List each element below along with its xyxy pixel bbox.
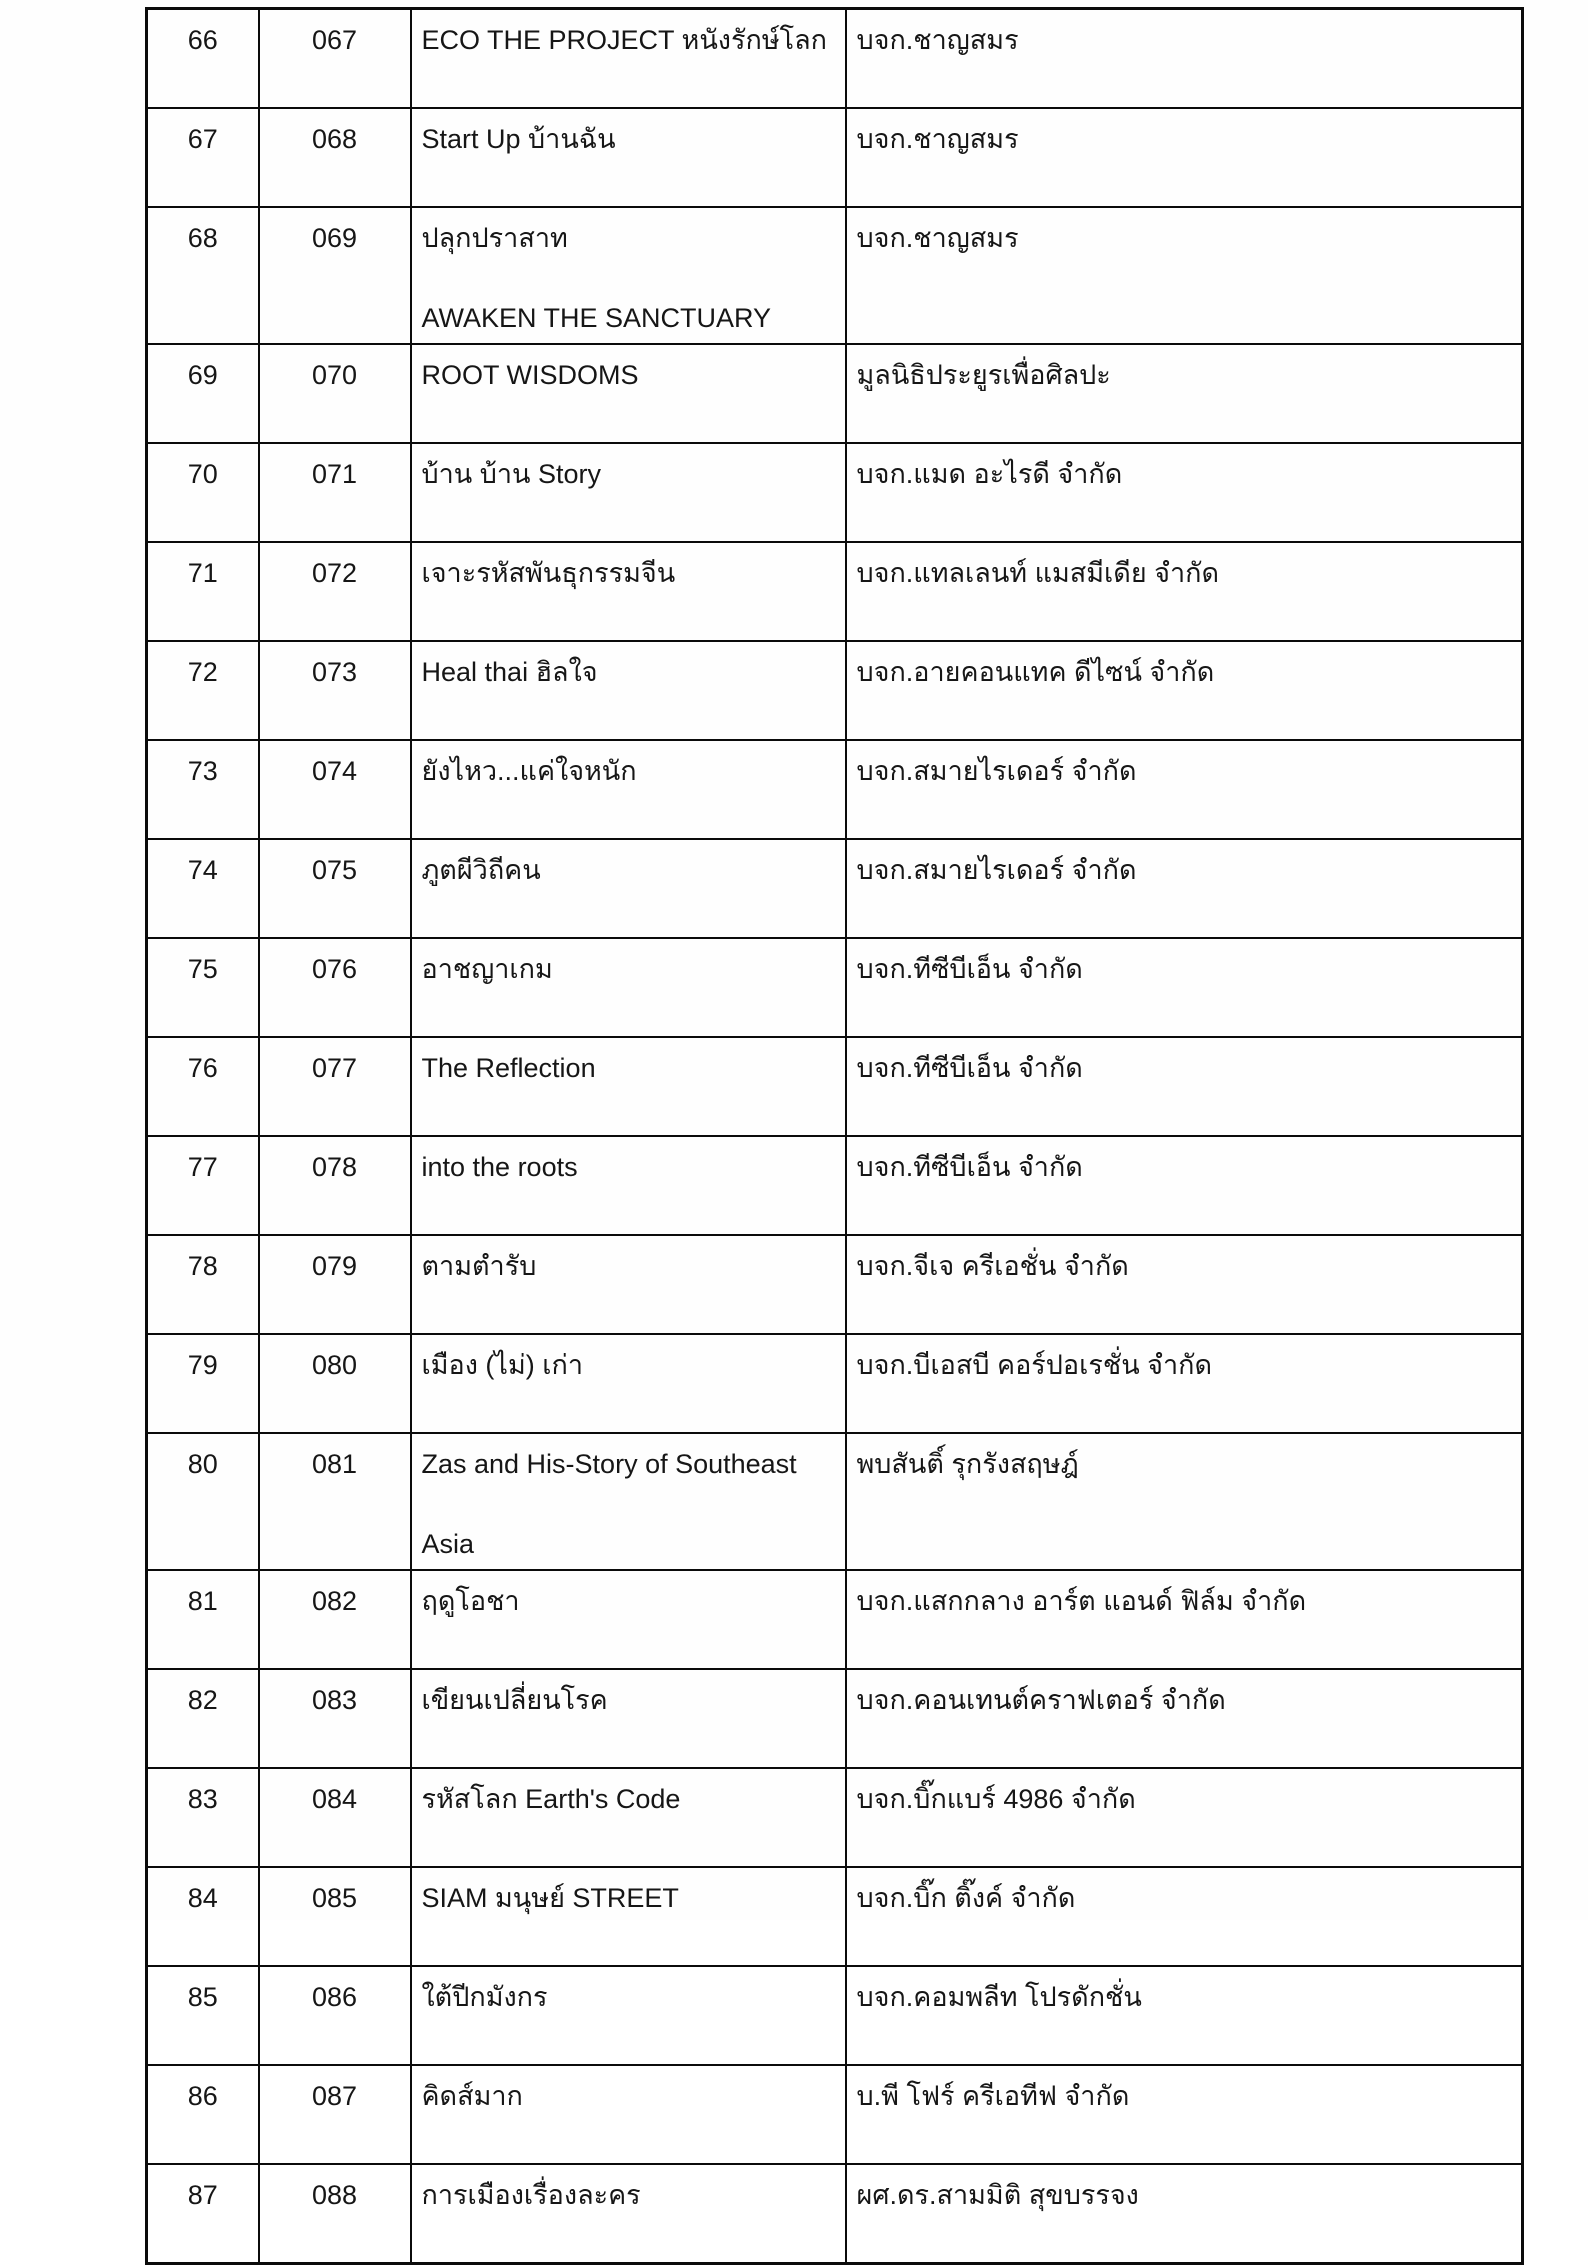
title-cell <box>411 108 846 207</box>
code-cell: 081 <box>259 1433 411 1570</box>
code-cell: 083 <box>259 1669 411 1768</box>
organization-cell: บจก.คอนเทนต์คราฟเตอร์ จำกัด <box>846 1669 1523 1768</box>
table-row <box>147 1966 1523 2065</box>
code-cell: 087 <box>259 2065 411 2164</box>
row-number-cell: 76 <box>147 1037 259 1136</box>
title-line: The Reflection <box>421 1053 596 1083</box>
title-line: Heal thai ฮิลใจ <box>421 657 598 687</box>
table-body <box>147 9 1523 2264</box>
title-line: คิดส์มาก <box>421 2081 523 2111</box>
code-cell: 067 <box>259 9 411 109</box>
table-row <box>147 938 1523 1037</box>
organization-cell: บจก.แสกกลาง อาร์ต แอนด์ ฟิล์ม จำกัด <box>846 1570 1523 1669</box>
table-row <box>147 108 1523 207</box>
table-row <box>147 1570 1523 1669</box>
title-cell <box>411 1768 846 1867</box>
title-line: เจาะรหัสพันธุกรรมจีน <box>421 558 676 588</box>
title-cell <box>411 1570 846 1669</box>
title-line: ใต้ปีกมังกร <box>421 1982 548 2012</box>
row-number-cell: 70 <box>147 443 259 542</box>
table-row <box>147 9 1523 109</box>
code-cell: 088 <box>259 2164 411 2264</box>
code-cell: 079 <box>259 1235 411 1334</box>
title-cell <box>411 1669 846 1768</box>
code-cell: 080 <box>259 1334 411 1433</box>
row-number-cell: 71 <box>147 542 259 641</box>
organization-cell: บจก.สมายไรเดอร์ จำกัด <box>846 839 1523 938</box>
table-row <box>147 839 1523 938</box>
table-row <box>147 207 1523 344</box>
table-row <box>147 1334 1523 1433</box>
table-row <box>147 641 1523 740</box>
code-cell: 074 <box>259 740 411 839</box>
project-list-table <box>145 7 1524 2265</box>
title-line: Start Up บ้านฉัน <box>421 124 616 154</box>
title-line: เมือง (ไม่) เก่า <box>421 1350 584 1380</box>
title-line: ยังไหว...แค่ใจหนัก <box>421 756 637 786</box>
row-number-cell: 66 <box>147 9 259 109</box>
title-cell <box>411 938 846 1037</box>
organization-cell: บจก.คอมพลีท โปรดักชั่น <box>846 1966 1523 2065</box>
table-row <box>147 443 1523 542</box>
title-cell <box>411 2065 846 2164</box>
code-cell: 069 <box>259 207 411 344</box>
row-number-cell: 85 <box>147 1966 259 2065</box>
title-cell <box>411 443 846 542</box>
table-row <box>147 1037 1523 1136</box>
row-number-cell: 82 <box>147 1669 259 1768</box>
organization-cell: บจก.แทลเลนท์ แมสมีเดีย จำกัด <box>846 542 1523 641</box>
code-cell: 068 <box>259 108 411 207</box>
organization-cell: บจก.สมายไรเดอร์ จำกัด <box>846 740 1523 839</box>
table-row <box>147 2164 1523 2264</box>
title-cell <box>411 1966 846 2065</box>
row-number-cell: 67 <box>147 108 259 207</box>
title-line: บ้าน บ้าน Story <box>421 459 602 489</box>
organization-cell: ผศ.ดร.สามมิติ สุขบรรจง <box>846 2164 1523 2264</box>
title-line: อาชญาเกม <box>421 954 553 984</box>
organization-cell: บจก.บิ๊ก ติ๊งค์ จำกัด <box>846 1867 1523 1966</box>
title-cell <box>411 839 846 938</box>
title-cell <box>411 1136 846 1235</box>
table-row <box>147 1235 1523 1334</box>
row-number-cell: 86 <box>147 2065 259 2164</box>
title-cell <box>411 344 846 443</box>
organization-cell: บจก.ชาญสมร <box>846 108 1523 207</box>
code-cell: 077 <box>259 1037 411 1136</box>
code-cell: 072 <box>259 542 411 641</box>
title-cell <box>411 9 846 109</box>
row-number-cell: 69 <box>147 344 259 443</box>
title-line: ฤดูโอชา <box>421 1586 520 1616</box>
code-cell: 071 <box>259 443 411 542</box>
organization-cell: บจก.บิ๊กแบร์ 4986 จำกัด <box>846 1768 1523 1867</box>
title-line: SIAM มนุษย์ STREET <box>421 1883 679 1913</box>
title-line: ปลุกปราสาท <box>421 223 568 253</box>
row-number-cell: 80 <box>147 1433 259 1570</box>
title-cell <box>411 1235 846 1334</box>
organization-cell: บจก.ชาญสมร <box>846 9 1523 109</box>
row-number-cell: 73 <box>147 740 259 839</box>
row-number-cell: 77 <box>147 1136 259 1235</box>
title-line: เขียนเปลี่ยนโรค <box>421 1685 608 1715</box>
title-cell <box>411 1037 846 1136</box>
organization-cell: บจก.จีเจ ครีเอชั่น จำกัด <box>846 1235 1523 1334</box>
code-cell: 078 <box>259 1136 411 1235</box>
title-line: ROOT WISDOMS <box>421 360 639 390</box>
row-number-cell: 68 <box>147 207 259 344</box>
table-row <box>147 1433 1523 1570</box>
row-number-cell: 78 <box>147 1235 259 1334</box>
title-line: การเมืองเรื่องละคร <box>421 2180 641 2210</box>
title-line: ตามตำรับ <box>421 1251 537 1281</box>
code-cell: 070 <box>259 344 411 443</box>
title-cell <box>411 1433 846 1570</box>
organization-cell: บจก.ทีซีบีเอ็น จำกัด <box>846 1037 1523 1136</box>
organization-cell: บจก.อายคอนแทค ดีไซน์ จำกัด <box>846 641 1523 740</box>
title-line: ECO THE PROJECT หนังรักษ์โลก <box>421 25 828 55</box>
code-cell: 084 <box>259 1768 411 1867</box>
title-cell <box>411 1867 846 1966</box>
table-row <box>147 542 1523 641</box>
row-number-cell: 81 <box>147 1570 259 1669</box>
code-cell: 076 <box>259 938 411 1037</box>
table-row <box>147 1768 1523 1867</box>
row-number-cell: 87 <box>147 2164 259 2264</box>
organization-cell: บจก.แมด อะไรดี จำกัด <box>846 443 1523 542</box>
organization-cell: มูลนิธิประยูรเพื่อศิลปะ <box>846 344 1523 443</box>
table-row <box>147 1867 1523 1966</box>
organization-cell: พบสันติ์ รุกรังสฤษฎ์ <box>846 1433 1523 1570</box>
title-line: Asia <box>421 1529 475 1559</box>
row-number-cell: 79 <box>147 1334 259 1433</box>
organization-cell: บจก.ทีซีบีเอ็น จำกัด <box>846 1136 1523 1235</box>
row-number-cell: 75 <box>147 938 259 1037</box>
title-cell <box>411 740 846 839</box>
title-cell <box>411 641 846 740</box>
organization-cell: บ.พี โฟร์ ครีเอทีฟ จำกัด <box>846 2065 1523 2164</box>
row-number-cell: 72 <box>147 641 259 740</box>
organization-cell: บจก.บีเอสบี คอร์ปอเรชั่น จำกัด <box>846 1334 1523 1433</box>
title-cell <box>411 207 846 344</box>
title-cell <box>411 1334 846 1433</box>
code-cell: 073 <box>259 641 411 740</box>
organization-cell: บจก.ชาญสมร <box>846 207 1523 344</box>
table-row <box>147 1136 1523 1235</box>
code-cell: 086 <box>259 1966 411 2065</box>
table-row <box>147 1669 1523 1768</box>
code-cell: 082 <box>259 1570 411 1669</box>
table-row <box>147 344 1523 443</box>
title-cell <box>411 2164 846 2264</box>
row-number-cell: 83 <box>147 1768 259 1867</box>
title-cell <box>411 542 846 641</box>
row-number-cell: 74 <box>147 839 259 938</box>
table-row <box>147 2065 1523 2164</box>
code-cell: 085 <box>259 1867 411 1966</box>
title-line: Zas and His-Story of Southeast <box>421 1449 797 1479</box>
row-number-cell: 84 <box>147 1867 259 1966</box>
title-line: ภูตผีวิถีคน <box>421 855 541 885</box>
code-cell: 075 <box>259 839 411 938</box>
organization-cell: บจก.ทีซีบีเอ็น จำกัด <box>846 938 1523 1037</box>
title-line: รหัสโลก Earth's Code <box>421 1784 681 1814</box>
title-line: into the roots <box>421 1152 578 1182</box>
table-row <box>147 740 1523 839</box>
title-line: AWAKEN THE SANCTUARY <box>421 303 772 333</box>
